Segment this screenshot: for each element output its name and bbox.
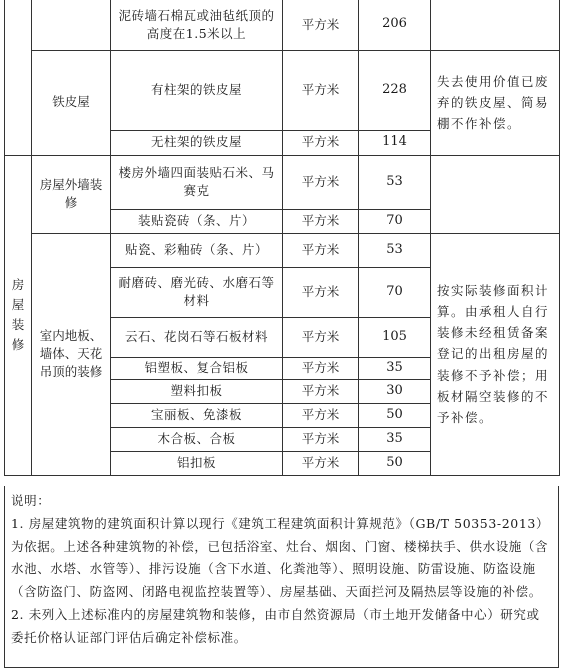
note-paragraph-1: 1. 房屋建筑物的建筑面积计算以现行《建筑工程建筑面积计算规范》（GB/T 50353-2013）为依据。上述各种建筑物的补偿，已包括浴室、灶台、烟囱、门窗、楼梯扶手、供水设施（含水池、水塔、水管等）、排污设施（含下水道、化粪池等）、照明设施、防雷设施、防盗设施（含防盗门、防盗网、闭路电视监控装置等）、房屋基础、天面拦河及隔热层等设施的补偿。 bbox=[11, 515, 550, 600]
item-cell: 塑料扣板 bbox=[111, 379, 283, 403]
price-cell: 50 bbox=[359, 451, 431, 475]
item-cell: 有柱架的铁皮屋 bbox=[111, 50, 283, 130]
note-cell bbox=[431, 155, 560, 233]
unit-cell: 平方米 bbox=[283, 451, 359, 475]
unit-cell: 平方米 bbox=[283, 357, 359, 379]
table-row bbox=[5, 233, 560, 267]
category-char: 房 bbox=[11, 277, 25, 292]
category-cell bbox=[5, 0, 32, 155]
unit-cell: 平方米 bbox=[283, 155, 359, 209]
price-cell: 35 bbox=[359, 427, 431, 451]
item-cell: 铝扣板 bbox=[111, 451, 283, 475]
item-cell: 耐磨砖、磨光砖、水磨石等材料 bbox=[111, 267, 283, 317]
notes-section bbox=[4, 486, 559, 668]
item-cell: 贴瓷、彩釉砖（条、片） bbox=[111, 233, 283, 267]
group-cell: 房屋外墙装修 bbox=[32, 155, 111, 233]
group-cell: 室内地板、墙体、天花吊顶的装修 bbox=[32, 233, 111, 475]
group-cell bbox=[32, 0, 111, 50]
category-char: 修 bbox=[11, 337, 25, 352]
category-cell bbox=[5, 155, 32, 475]
price-cell: 114 bbox=[359, 130, 431, 155]
note-cell: 失去使用价值已废弃的铁皮屋、简易棚不作补偿。 bbox=[431, 50, 560, 155]
compensation-table bbox=[4, 0, 560, 476]
item-cell: 木合板、合板 bbox=[111, 427, 283, 451]
table-row bbox=[5, 155, 560, 209]
item-cell: 宝丽板、免漆板 bbox=[111, 403, 283, 427]
note-cell bbox=[431, 0, 560, 50]
notes-heading: 说明： bbox=[11, 493, 51, 508]
unit-cell: 平方米 bbox=[283, 233, 359, 267]
price-cell: 53 bbox=[359, 233, 431, 267]
item-cell: 无柱架的铁皮屋 bbox=[111, 130, 283, 155]
category-char: 屋 bbox=[11, 297, 25, 312]
unit-cell: 平方米 bbox=[283, 130, 359, 155]
price-cell: 206 bbox=[359, 0, 431, 50]
item-cell: 装贴瓷砖（条、片） bbox=[111, 209, 283, 233]
note-cell: 按实际装修面积计算。由承租人自行装修未经租赁备案登记的出租房屋的装修不予补偿；用板材隔空装修的不予补偿。 bbox=[431, 233, 560, 475]
unit-cell: 平方米 bbox=[283, 379, 359, 403]
table-row bbox=[5, 0, 560, 50]
note-paragraph-2: 2. 未列入上述标准内的房屋建筑物和装修，由市自然资源局（市土地开发储备中心）研究或委托价格认证部门评估后确定补偿标准。 bbox=[11, 606, 540, 645]
price-cell: 105 bbox=[359, 317, 431, 357]
unit-cell: 平方米 bbox=[283, 317, 359, 357]
unit-cell: 平方米 bbox=[283, 50, 359, 130]
unit-cell: 平方米 bbox=[283, 403, 359, 427]
price-cell: 50 bbox=[359, 403, 431, 427]
item-cell: 铝塑板、复合铝板 bbox=[111, 357, 283, 379]
unit-cell: 平方米 bbox=[283, 427, 359, 451]
price-cell: 70 bbox=[359, 267, 431, 317]
table-row bbox=[5, 50, 560, 130]
price-cell: 53 bbox=[359, 155, 431, 209]
item-cell: 楼房外墙四面装贴石米、马赛克 bbox=[111, 155, 283, 209]
category-char: 装 bbox=[11, 317, 25, 332]
unit-cell: 平方米 bbox=[283, 209, 359, 233]
price-cell: 228 bbox=[359, 50, 431, 130]
unit-cell: 平方米 bbox=[283, 267, 359, 317]
unit-cell: 平方米 bbox=[283, 0, 359, 50]
price-cell: 30 bbox=[359, 379, 431, 403]
item-cell: 泥砖墙石棉瓦或油毡纸顶的高度在1.5米以上 bbox=[111, 0, 283, 50]
group-cell: 铁皮屋 bbox=[32, 50, 111, 155]
price-cell: 70 bbox=[359, 209, 431, 233]
price-cell: 35 bbox=[359, 357, 431, 379]
item-cell: 云石、花岗石等石板材料 bbox=[111, 317, 283, 357]
